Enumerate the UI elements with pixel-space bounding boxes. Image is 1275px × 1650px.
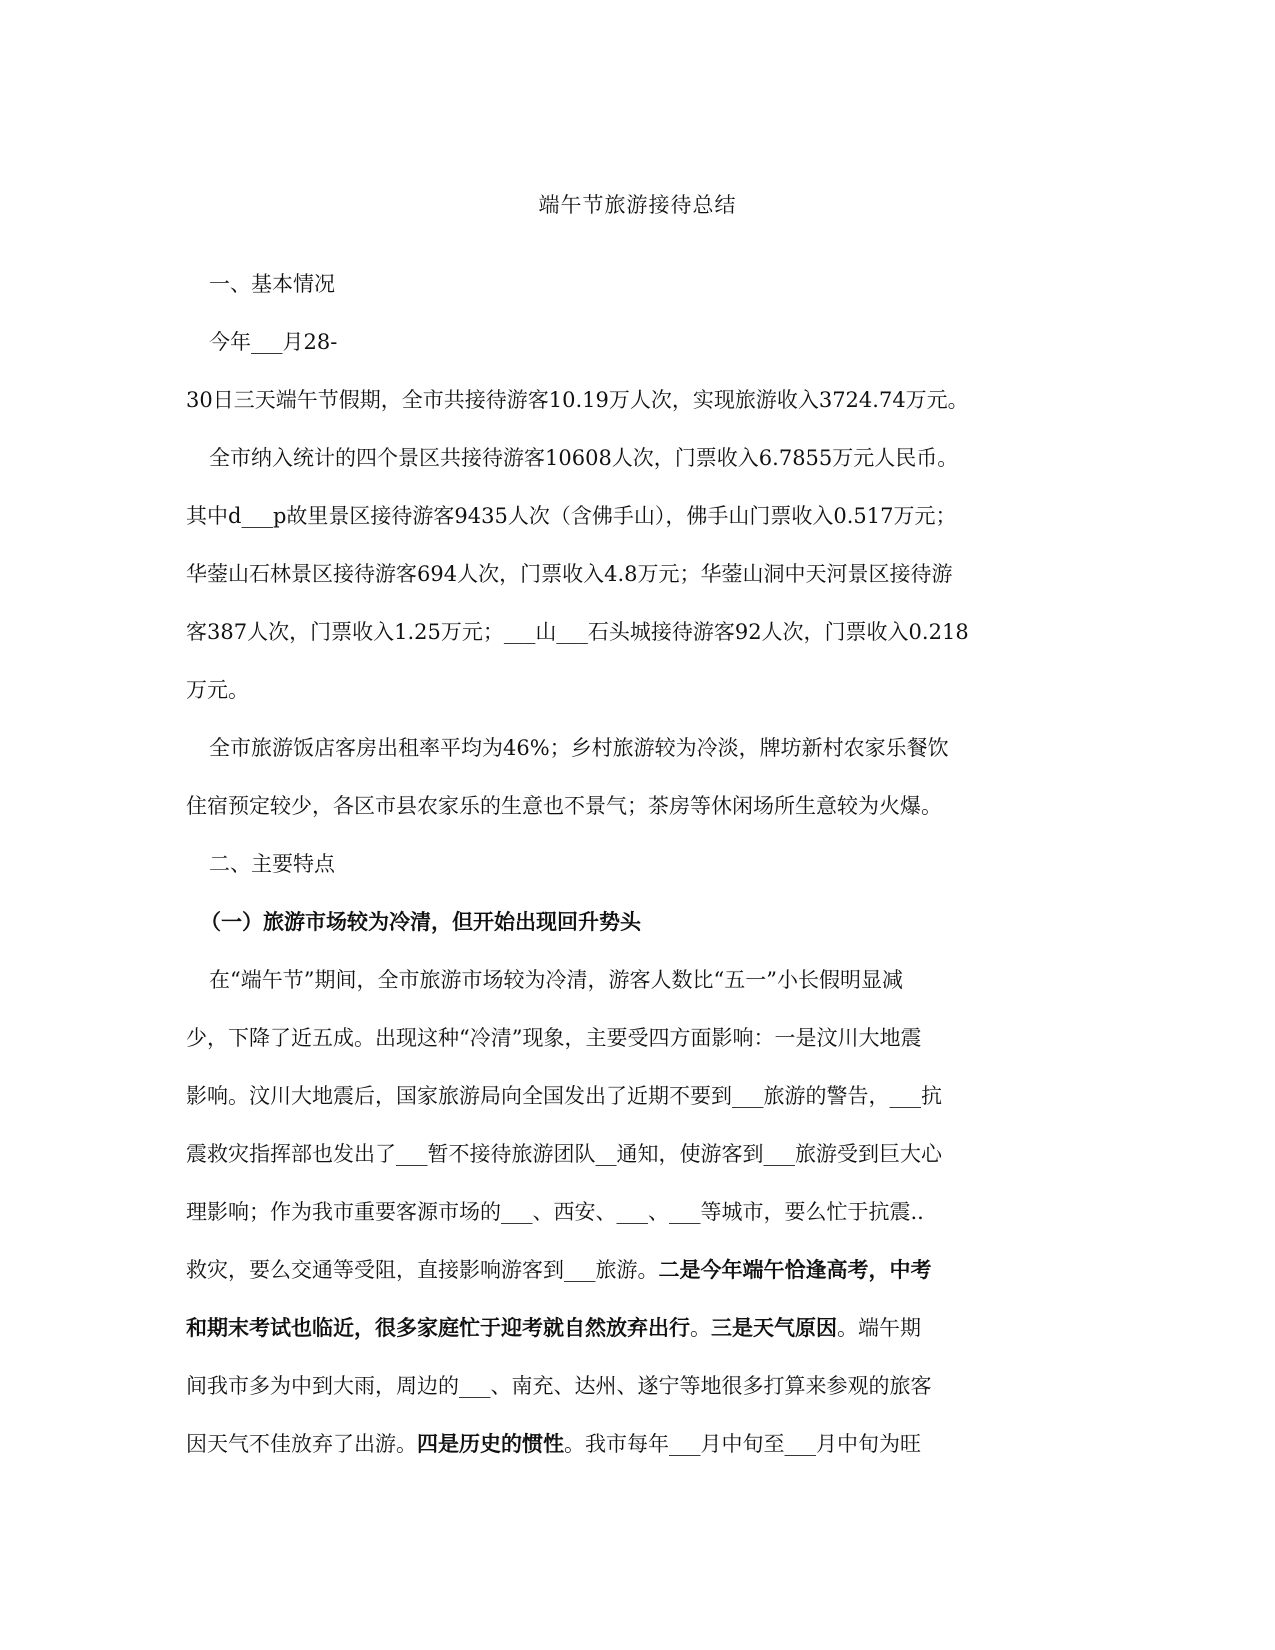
paragraph-market-analysis <box>186 951 1091 1473</box>
paragraph-line: 客387人次，门票收入1.25万元；___山___石头城接待游客92人次，门票收入0.218 <box>186 620 969 644</box>
section-heading-basic <box>186 255 1091 313</box>
paragraph-holiday-totals <box>186 313 1091 429</box>
paragraph-line: 今年___月28- <box>209 330 338 354</box>
subsection-heading-market <box>186 893 1091 951</box>
paragraph-line: 万元。 <box>186 678 249 702</box>
paragraph-line: 间我市多为中到大雨，周边的___、南充、达州、遂宁等地很多打算来参观的旅客 <box>186 1374 932 1398</box>
paragraph-line <box>186 1241 1091 1299</box>
paragraph-bold-text: 和期末考试也临近，很多家庭忙于迎考就自然放弃出行 <box>186 1315 690 1340</box>
paragraph-line: 全市旅游饭店客房出租率平均为46%；乡村旅游较为冷淡，牌坊新村农家乐餐饮 <box>209 736 949 760</box>
paragraph-text: 救灾，要么交通等受阻，直接影响游客到___旅游。 <box>186 1258 659 1282</box>
paragraph-bold-text: 四是历史的惯性 <box>417 1431 564 1456</box>
paragraph-bold-text: 三是天气原因 <box>711 1315 837 1340</box>
document-body <box>186 255 1091 1473</box>
paragraph-line: 震救灾指挥部也发出了___暂不接待旅游团队__通知，使游客到___旅游受到巨大心 <box>186 1142 942 1166</box>
paragraph-line: 理影响；作为我市重要客源市场的___、西安、___、___等城市，要么忙于抗震.. <box>186 1200 924 1224</box>
paragraph-line: 在“端午节”期间，全市旅游市场较为冷清，游客人数比“五一”小长假明显减 <box>209 968 903 992</box>
paragraph-line: 少，下降了近五成。出现这种“冷清”现象，主要受四方面影响：一是汶川大地震 <box>186 1026 922 1050</box>
paragraph-line <box>186 1415 1091 1473</box>
paragraph-line: 其中d___p故里景区接待游客9435人次（含佛手山），佛手山门票收入0.517万元； <box>186 504 957 528</box>
subsection-heading-market-text: （一）旅游市场较为冷清，但开始出现回升势头 <box>200 909 641 934</box>
paragraph-line: 影响。汶川大地震后，国家旅游局向全国发出了近期不要到___旅游的警告，___抗 <box>186 1084 942 1108</box>
paragraph-line <box>186 1299 1091 1357</box>
paragraph-line: 住宿预定较少，各区市县农家乐的生意也不景气；茶房等休闲场所生意较为火爆。 <box>186 794 942 818</box>
paragraph-text: 。我市每年___月中旬至___月中旬为旺 <box>564 1432 921 1456</box>
paragraph-bold-text: 二是今年端午恰逢高考，中考 <box>658 1257 932 1282</box>
document-title: 端午节旅游接待总结 <box>538 193 737 217</box>
paragraph-text: 。 <box>690 1316 711 1340</box>
paragraph-text: 因天气不佳放弃了出游。 <box>186 1432 417 1456</box>
paragraph-line: 全市纳入统计的四个景区共接待游客10608人次，门票收入6.7855万元人民币。 <box>209 446 959 470</box>
paragraph-scenic-areas <box>186 429 1091 719</box>
paragraph-hotels <box>186 719 1091 835</box>
section-heading-basic-text: 一、基本情况 <box>209 272 335 296</box>
paragraph-text: 。端午期 <box>837 1316 921 1340</box>
paragraph-line: 华蓥山石林景区接待游客694人次，门票收入4.8万元；华蓥山洞中天河景区接待游 <box>186 562 953 586</box>
section-heading-features-text: 二、主要特点 <box>209 852 335 876</box>
paragraph-line: 30日三天端午节假期，全市共接待游客10.19万人次，实现旅游收入3724.74万元。 <box>186 388 969 412</box>
section-heading-features <box>186 835 1091 893</box>
